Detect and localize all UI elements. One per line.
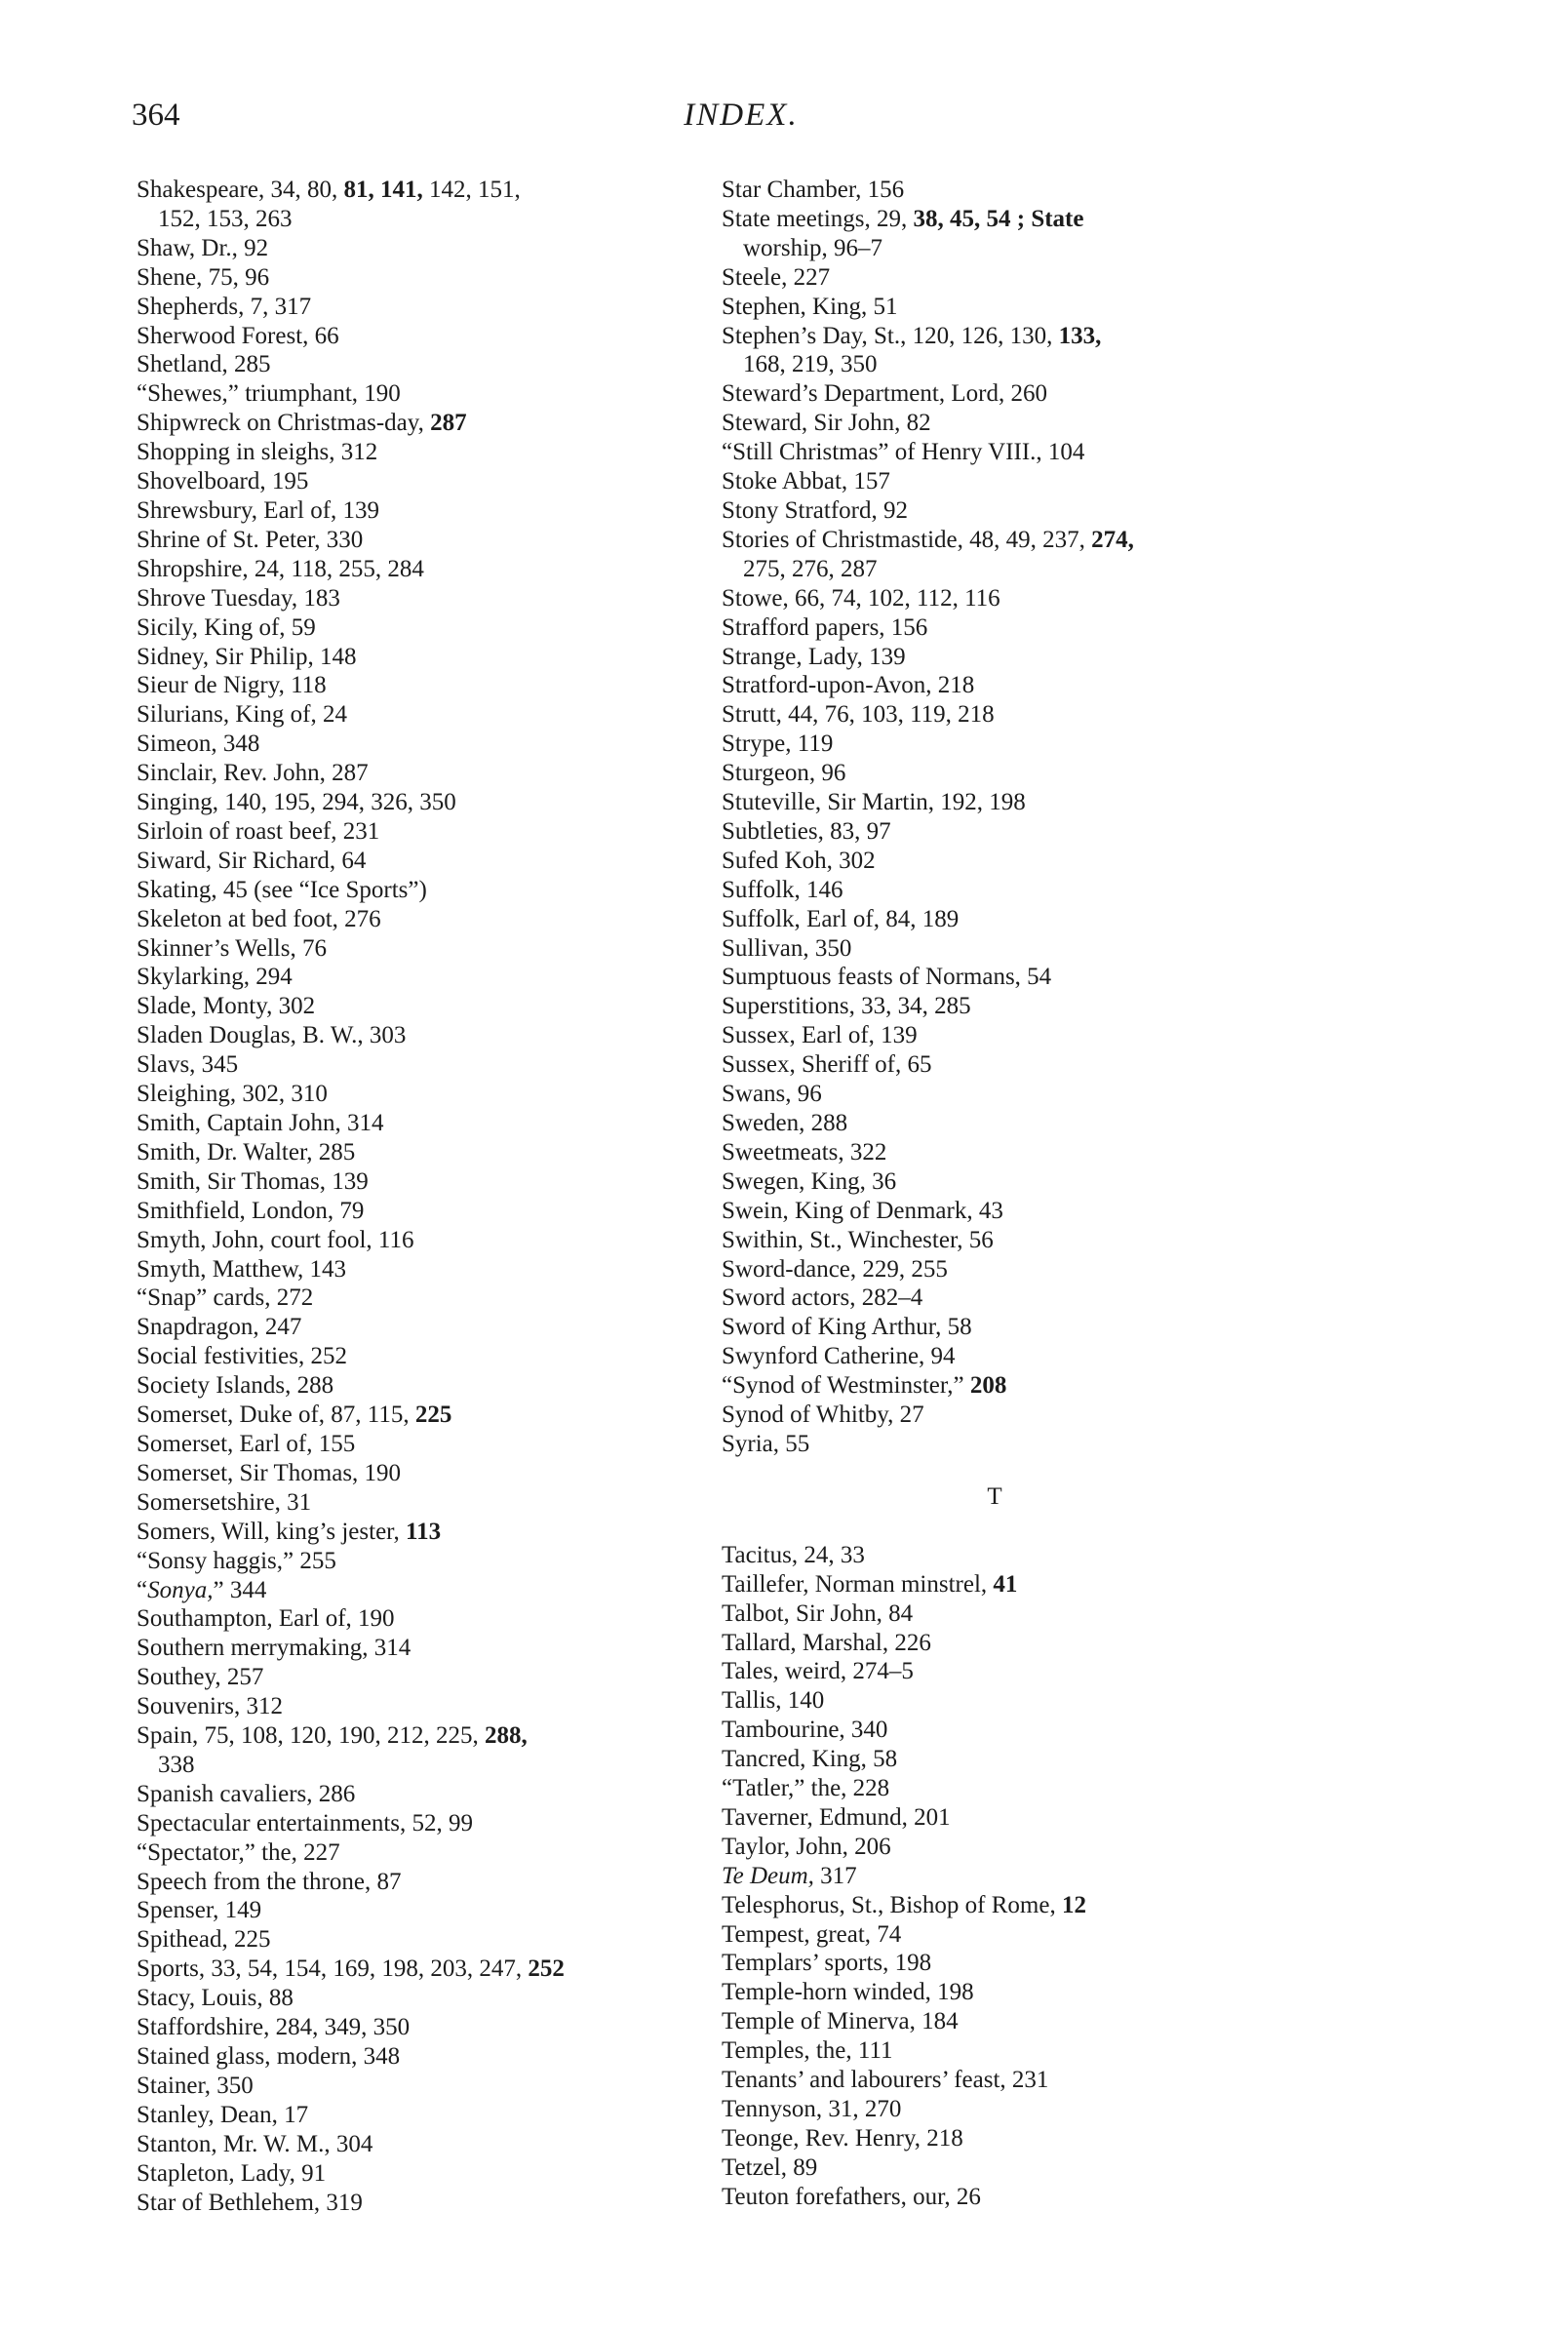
index-entry (137, 2159, 712, 2189)
index-entry (722, 1080, 1346, 1109)
index-entry (137, 379, 712, 409)
left-index-column (137, 176, 712, 2217)
index-entry (137, 613, 712, 643)
index-entry (722, 934, 1346, 964)
entry-text: Stephen, King, 51 (722, 293, 898, 320)
entry-text: Somersetshire, 31 (137, 1488, 312, 1516)
index-entry (722, 555, 1346, 584)
index-entry (722, 438, 1346, 467)
entry-text: Steward’s Department, Lord, 260 (722, 380, 1047, 408)
entry-text: Steele, 227 (722, 263, 831, 291)
index-entry (137, 1809, 712, 1838)
entry-text: Stowe, 66, 74, 102, 112, 116 (722, 584, 1000, 612)
entry-text: Sweden, 288 (722, 1110, 848, 1136)
index-entry (137, 1576, 712, 1605)
entry-text: Somerset, Earl of, 155 (137, 1430, 356, 1457)
right-index-column (722, 176, 1346, 2212)
index-entry (137, 1984, 712, 2013)
entry-text: Skylarking, 294 (137, 964, 293, 991)
entry-text: “Spectator,” the, 227 (137, 1838, 340, 1866)
index-entry (722, 963, 1346, 992)
entry-text: Subtleties, 83, 97 (722, 817, 891, 845)
entry-text: Templars’ sports, 198 (722, 1950, 932, 1977)
entry-text: Speech from the throne, 87 (137, 1868, 402, 1895)
entry-text: Sumptuous feasts of Normans, 54 (722, 964, 1052, 991)
index-entry (137, 496, 712, 526)
index-entry (137, 1518, 712, 1547)
entry-text: ” 344 (213, 1576, 267, 1603)
index-entry (137, 2130, 712, 2159)
index-entry (137, 671, 712, 700)
index-entry (722, 293, 1346, 322)
index-entry (722, 2153, 1346, 2183)
index-entry (722, 1803, 1346, 1833)
index-entry (722, 322, 1346, 351)
index-entry (722, 1716, 1346, 1745)
entry-text: Stoke Abbat, 157 (722, 468, 890, 495)
entry-text: Sword of King Arthur, 58 (722, 1314, 972, 1341)
index-entry (722, 2095, 1346, 2124)
index-entry (722, 1050, 1346, 1080)
index-entry (137, 817, 712, 847)
index-entry (137, 1371, 712, 1401)
index-entry (137, 1604, 712, 1634)
index-entry (722, 2036, 1346, 2066)
entry-text: Suffolk, Earl of, 84, 189 (722, 905, 960, 932)
entry-text: Tales, weird, 274–5 (722, 1658, 914, 1685)
index-entry (722, 1978, 1346, 2007)
index-entry (137, 1342, 712, 1371)
entry-text: Singing, 140, 195, 294, 326, 350 (137, 789, 456, 816)
entry-text: Tempest, great, 74 (722, 1920, 902, 1948)
index-entry (722, 350, 1346, 379)
entry-text: “Sonsy haggis,” 255 (137, 1547, 336, 1574)
entry-text: Shovelboard, 195 (137, 468, 309, 495)
entry-text: Shrewsbury, Earl of, 139 (137, 496, 380, 524)
entry-text: Southampton, Earl of, 190 (137, 1605, 395, 1633)
index-entry (722, 876, 1346, 905)
entry-text: Slade, Monty, 302 (137, 993, 316, 1020)
entry-text: Strutt, 44, 76, 103, 119, 218 (722, 701, 995, 729)
entry-text: worship, 96–7 (743, 234, 883, 261)
entry-text: Shetland, 285 (137, 351, 271, 378)
entry-text: Strange, Lady, 139 (722, 643, 906, 670)
entry-text: Silurians, King of, 24 (137, 701, 347, 729)
entry-text: Swein, King of Denmark, 43 (722, 1197, 1003, 1224)
index-entry (722, 1138, 1346, 1167)
entry-text: Sussex, Sheriff of, 65 (722, 1051, 932, 1079)
index-entry (722, 467, 1346, 496)
index-entry (137, 1138, 712, 1167)
index-entry (722, 1920, 1346, 1950)
entry-text: Swans, 96 (722, 1081, 822, 1108)
entry-text: Sweetmeats, 322 (722, 1138, 887, 1165)
index-entry (137, 876, 712, 905)
index-entry (137, 992, 712, 1021)
entry-text: Shaw, Dr., 92 (137, 234, 269, 261)
entry-text: “Snap” cards, 272 (137, 1284, 314, 1312)
index-entry (722, 1745, 1346, 1774)
entry-text: Siward, Sir Richard, 64 (137, 847, 367, 874)
entry-text: Smyth, John, court fool, 116 (137, 1226, 414, 1253)
index-entry (722, 1949, 1346, 1978)
entry-text: Skating, 45 (see “Ice Sports”) (137, 876, 427, 903)
entry-text: Sword actors, 282–4 (722, 1284, 923, 1312)
entry-text: “Shewes,” triumphant, 190 (137, 380, 401, 408)
entry-text: Smith, Dr. Walter, 285 (137, 1138, 356, 1165)
index-entry (722, 2007, 1346, 2036)
entry-text: Sleighing, 302, 310 (137, 1081, 328, 1108)
index-entry (137, 1050, 712, 1080)
index-entry (137, 1634, 712, 1663)
index-entry (722, 1833, 1346, 1862)
index-entry (722, 1197, 1346, 1226)
index-entry (137, 350, 712, 379)
index-entry (722, 1541, 1346, 1570)
index-entry (722, 1167, 1346, 1197)
index-entry (137, 1488, 712, 1518)
index-entry (722, 263, 1346, 293)
bold-page-ref: 12 (1061, 1891, 1086, 1918)
index-entry (722, 1255, 1346, 1284)
index-entry (137, 759, 712, 788)
entry-text: Stanley, Dean, 17 (137, 2101, 309, 2128)
entry-text: Sladen Douglas, B. W., 303 (137, 1022, 407, 1049)
index-entry (722, 1313, 1346, 1342)
index-entry (722, 379, 1346, 409)
index-entry (137, 1109, 712, 1138)
entry-text: Southern merrymaking, 314 (137, 1635, 412, 1662)
entry-text: “Tatler,” the, 228 (722, 1775, 890, 1802)
entry-text: “Synod of Westminster,” (722, 1372, 970, 1400)
index-entry (137, 1430, 712, 1459)
entry-text: Sullivan, 350 (722, 934, 852, 962)
italic-term: Te Deum, (722, 1862, 814, 1889)
entry-text: Stainer, 350 (137, 2072, 254, 2099)
bold-page-ref: 288, (484, 1722, 528, 1750)
index-entry (722, 2124, 1346, 2153)
entry-text: Syria, 55 (722, 1430, 810, 1457)
entry-text: Tambourine, 340 (722, 1717, 888, 1744)
index-entry (137, 234, 712, 263)
entry-text: Teuton forefathers, our, 26 (722, 2183, 981, 2210)
index-entry (137, 847, 712, 876)
italic-term: Sonya, (147, 1576, 214, 1603)
index-entry (137, 2013, 712, 2042)
entry-text: Smith, Captain John, 314 (137, 1110, 384, 1136)
entry-text: Stapleton, Lady, 91 (137, 2159, 327, 2187)
index-entry (137, 205, 712, 234)
index-entry (722, 788, 1346, 817)
index-entry (722, 730, 1346, 759)
index-entry (722, 613, 1346, 643)
s-entries (722, 176, 1346, 1459)
entry-text: Somers, Will, king’s jester, (137, 1518, 406, 1545)
entry-text: Social festivities, 252 (137, 1343, 347, 1370)
index-entry (722, 1862, 1346, 1891)
index-entry (722, 526, 1346, 555)
index-entry (137, 1896, 712, 1925)
index-entry (137, 1751, 712, 1780)
index-entry (722, 205, 1346, 234)
index-entry (137, 1955, 712, 1984)
entry-text: Temple-horn winded, 198 (722, 1979, 974, 2006)
index-entry (137, 2072, 712, 2101)
entry-text: Swynford Catherine, 94 (722, 1343, 956, 1370)
index-entry (137, 1838, 712, 1868)
entry-text: Sussex, Earl of, 139 (722, 1022, 918, 1049)
index-entry (137, 643, 712, 672)
index-entry (722, 409, 1346, 438)
index-entry (137, 584, 712, 613)
index-entry (137, 905, 712, 934)
index-entry (722, 1371, 1346, 1401)
index-entry (137, 526, 712, 555)
bold-page-ref: 287 (430, 410, 467, 437)
entry-text: Stained glass, modern, 348 (137, 2043, 401, 2070)
index-entry (137, 1167, 712, 1197)
index-entry (137, 176, 712, 205)
entry-text: Spanish cavaliers, 286 (137, 1780, 356, 1807)
entry-text: Star of Bethlehem, 319 (137, 2189, 363, 2216)
entry-text: Stephen’s Day, St., 120, 126, 130, (722, 322, 1059, 349)
index-entry (722, 1629, 1346, 1658)
index-entry (722, 176, 1346, 205)
entry-text: Tacitus, 24, 33 (722, 1541, 865, 1568)
index-entry (722, 1430, 1346, 1459)
index-entry (137, 1780, 712, 1809)
entry-text: Tetzel, 89 (722, 2153, 818, 2181)
entry-text: Talbot, Sir John, 84 (722, 1599, 914, 1627)
entry-text: Sword-dance, 229, 255 (722, 1255, 948, 1283)
entry-text: Shrine of St. Peter, 330 (137, 526, 364, 553)
bold-page-ref: 41 (993, 1570, 1018, 1598)
entry-text: Steward, Sir John, 82 (722, 410, 931, 437)
entry-text: 142, 151, (422, 177, 521, 203)
entry-text: Stony Stratford, 92 (722, 496, 908, 524)
index-entry (722, 1283, 1346, 1313)
entry-text: Somerset, Duke of, 87, 115, (137, 1402, 415, 1429)
index-entry (137, 409, 712, 438)
index-entry (137, 1226, 712, 1255)
entry-text: Tallard, Marshal, 226 (722, 1629, 931, 1656)
entry-text: Smyth, Matthew, 143 (137, 1255, 347, 1283)
entry-text: Skinner’s Wells, 76 (137, 934, 327, 962)
index-entry (722, 1686, 1346, 1716)
entry-text: 275, 276, 287 (743, 555, 878, 582)
entry-text: Sinclair, Rev. John, 287 (137, 760, 369, 787)
entry-text: “ (137, 1576, 148, 1603)
index-entry (137, 322, 712, 351)
index-entry (137, 1925, 712, 1955)
entry-text: Taillefer, Norman minstrel, (722, 1570, 994, 1598)
bold-page-ref: 113 (406, 1518, 442, 1545)
bold-page-ref: 225 (414, 1402, 452, 1429)
entry-text: Synod of Whitby, 27 (722, 1402, 924, 1429)
index-entry (722, 1599, 1346, 1629)
index-entry (722, 1570, 1346, 1599)
entry-text: Suffolk, 146 (722, 876, 843, 903)
index-entry (722, 1657, 1346, 1686)
entry-text: Spenser, 149 (137, 1897, 262, 1924)
index-entry (137, 438, 712, 467)
index-entry (722, 2183, 1346, 2212)
entry-text: Star Chamber, 156 (722, 177, 905, 203)
index-entry (722, 817, 1346, 847)
index-entry (137, 963, 712, 992)
index-entry (137, 2042, 712, 2072)
entry-text: Stacy, Louis, 88 (137, 1985, 294, 2012)
entry-text: Snapdragon, 247 (137, 1314, 302, 1341)
index-entry (722, 1774, 1346, 1803)
index-entry (722, 1226, 1346, 1255)
entry-text: Slavs, 345 (137, 1051, 239, 1079)
index-entry (137, 1021, 712, 1050)
index-entry (722, 759, 1346, 788)
entry-text: Sirloin of roast beef, 231 (137, 817, 380, 845)
section-letter: T (987, 1482, 1002, 1510)
entry-text: 317 (813, 1862, 857, 1889)
index-entry (722, 584, 1346, 613)
index-entry (137, 1459, 712, 1488)
index-entry (722, 1342, 1346, 1371)
index-entry (722, 1891, 1346, 1920)
bold-page-ref: 38, 45, 54 ; State (913, 205, 1084, 232)
bold-page-ref: 252 (528, 1955, 565, 1983)
entry-text: Temples, the, 111 (722, 2037, 893, 2065)
entry-text: Tancred, King, 58 (722, 1746, 898, 1773)
entry-text: Strafford papers, 156 (722, 613, 928, 641)
entry-text: 152, 153, 263 (158, 205, 293, 232)
t-entries (722, 1541, 1346, 2212)
index-entry (722, 234, 1346, 263)
page-number: 364 (132, 98, 180, 133)
index-entry (137, 934, 712, 964)
page-title: INDEX. (684, 98, 799, 133)
index-entry (722, 2066, 1346, 2095)
entry-text: Shene, 75, 96 (137, 263, 270, 291)
entry-text: 168, 219, 350 (743, 351, 878, 378)
entry-text: Shopping in sleighs, 312 (137, 439, 378, 466)
entry-text: Sports, 33, 54, 154, 169, 198, 203, 247, (137, 1955, 529, 1983)
index-entry (137, 555, 712, 584)
index-entry (137, 293, 712, 322)
index-entry (722, 1021, 1346, 1050)
index-entry (137, 1255, 712, 1284)
entry-text: “Still Christmas” of Henry VIII., 104 (722, 439, 1085, 466)
entry-text: Sufed Koh, 302 (722, 847, 876, 874)
bold-page-ref: 81, 141, (343, 177, 423, 203)
entry-text: Spithead, 225 (137, 1926, 271, 1954)
index-entry (137, 1283, 712, 1313)
entry-text: Telesphorus, St., Bishop of Rome, (722, 1891, 1062, 1918)
entry-text: Sturgeon, 96 (722, 760, 846, 787)
index-entry (137, 1663, 712, 1692)
index-entry (137, 1197, 712, 1226)
index-entry (722, 1109, 1346, 1138)
entry-text: Swithin, St., Winchester, 56 (722, 1226, 994, 1253)
entry-text: Stratford-upon-Avon, 218 (722, 672, 975, 699)
entry-text: Souvenirs, 312 (137, 1693, 283, 1720)
entry-text: Sicily, King of, 59 (137, 613, 316, 641)
index-entry (137, 263, 712, 293)
index-entry (137, 1868, 712, 1897)
bold-page-ref: 274, (1091, 526, 1134, 553)
index-entry (722, 496, 1346, 526)
entry-text: State meetings, 29, (722, 205, 914, 232)
entry-text: Spectacular entertainments, 52, 99 (137, 1809, 474, 1836)
entry-text: Shropshire, 24, 118, 255, 284 (137, 555, 424, 582)
entry-text: Somerset, Sir Thomas, 190 (137, 1459, 402, 1486)
entry-text: Southey, 257 (137, 1664, 264, 1691)
index-entry (137, 1313, 712, 1342)
entry-text: Stories of Christmastide, 48, 49, 237, (722, 526, 1092, 553)
index-entry (137, 2189, 712, 2218)
entry-text: Smithfield, London, 79 (137, 1197, 365, 1224)
index-entry (137, 1401, 712, 1430)
entry-text: Society Islands, 288 (137, 1372, 334, 1400)
index-entry (137, 700, 712, 730)
index-entry (722, 992, 1346, 1021)
entry-text: Shrove Tuesday, 183 (137, 584, 340, 612)
page-header (132, 98, 1351, 146)
entry-text: Tallis, 140 (722, 1687, 825, 1715)
entry-text: Shipwreck on Christmas-day, (137, 410, 431, 437)
entry-text: Taverner, Edmund, 201 (722, 1803, 951, 1831)
entry-text: Tenants’ and labourers’ feast, 231 (722, 2067, 1049, 2094)
index-entry (722, 1401, 1346, 1430)
entry-text: Staffordshire, 284, 349, 350 (137, 2014, 411, 2041)
index-entry (722, 671, 1346, 700)
entry-text: Shepherds, 7, 317 (137, 293, 312, 320)
entry-text: Spain, 75, 108, 120, 190, 212, 225, (137, 1722, 485, 1750)
index-entry (137, 1547, 712, 1576)
index-entry (137, 467, 712, 496)
index-entry (722, 643, 1346, 672)
index-entry (137, 1080, 712, 1109)
entry-text: Temple of Minerva, 184 (722, 2008, 959, 2035)
index-entry (137, 1721, 712, 1751)
entry-text: 338 (158, 1751, 195, 1778)
entry-text: Tennyson, 31, 270 (722, 2096, 902, 2122)
bold-page-ref: 133, (1058, 322, 1102, 349)
entry-text: Sherwood Forest, 66 (137, 322, 339, 349)
index-entry (722, 700, 1346, 730)
entry-text: Smith, Sir Thomas, 139 (137, 1167, 369, 1195)
entry-text: Taylor, John, 206 (722, 1833, 891, 1860)
entry-text: Superstitions, 33, 34, 285 (722, 993, 971, 1020)
index-entry (137, 730, 712, 759)
entry-text: Skeleton at bed foot, 276 (137, 905, 381, 932)
index-entry (137, 1692, 712, 1721)
index-entry (722, 905, 1346, 934)
entry-text: Stuteville, Sir Martin, 192, 198 (722, 789, 1026, 816)
entry-text: Sieur de Nigry, 118 (137, 672, 327, 699)
index-entry (137, 788, 712, 817)
entry-text: Swegen, King, 36 (722, 1167, 897, 1195)
index-entry (137, 2101, 712, 2130)
entry-text: Sidney, Sir Philip, 148 (137, 643, 357, 670)
entry-text: Shakespeare, 34, 80, (137, 177, 344, 203)
entry-text: Stanton, Mr. W. M., 304 (137, 2130, 373, 2157)
bold-page-ref: 208 (969, 1372, 1007, 1400)
index-entry (722, 847, 1346, 876)
entry-text: Strype, 119 (722, 731, 834, 758)
entry-text: Simeon, 348 (137, 731, 260, 758)
entry-text: Teonge, Rev. Henry, 218 (722, 2124, 963, 2152)
